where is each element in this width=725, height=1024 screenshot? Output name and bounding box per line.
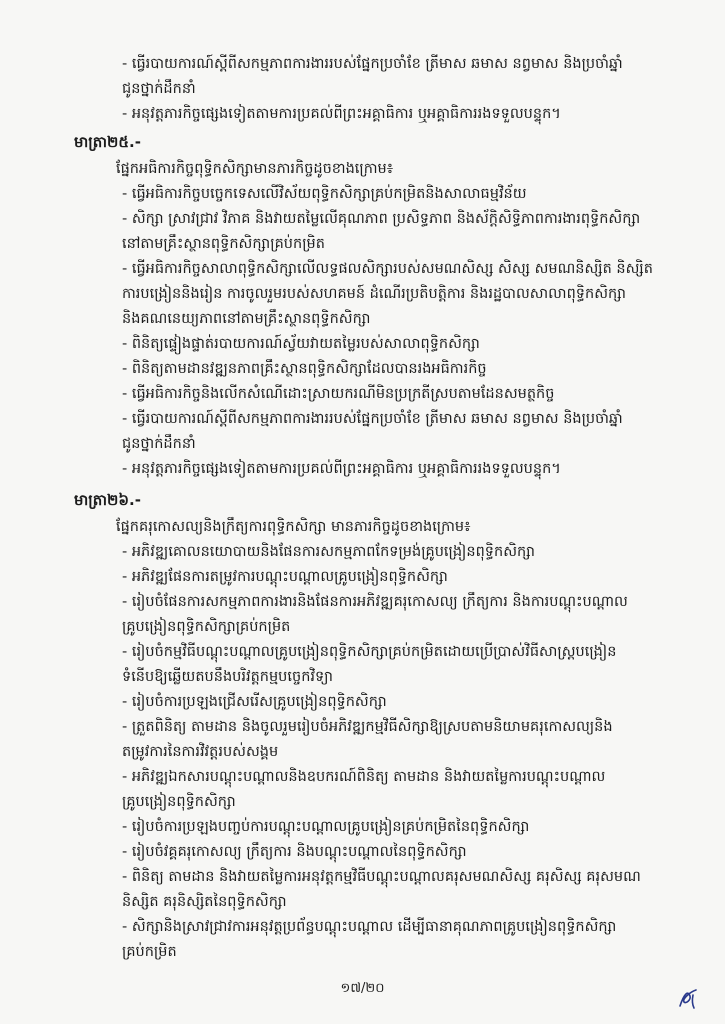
article-26-list-item: - ត្រួតពិនិត្យ តាមដាន និងចូលរួមរៀបចំអភិវឌ្ឍកម្មវិធីសិក្សាឱ្យស្របតាមនិយាមគរុកោសល្យនិង [122,719,613,735]
article-26-list-item: - អភិវឌ្ឍផែនការតម្រូវការបណ្ដុះបណ្ដាលគ្រូបង្រៀនពុទ្ធិកសិក្សា [122,569,448,585]
previous-list-item-continued: ជូនថ្នាក់ដឹកនាំ [122,81,196,97]
article-26-heading: មាត្រា២៦.- [74,491,141,509]
article-25-list-item-continued: ការបង្រៀននិងរៀន ការចូលរួមរបស់សហគមន៍ ដំណើរប្រតិបត្តិការ និងរដ្ឋបាលសាលាពុទ្ធិកសិក្សា [122,286,626,302]
article-25-intro: ផ្នែកអធិការកិច្ចពុទ្ធិកសិក្សាមានភារកិច្ចដូចខាងក្រោម៖ [116,161,394,177]
article-25-list-item-continued: និងគណនេយ្យភាពនៅតាមគ្រឹះស្ថានពុទ្ធិកសិក្សា [122,311,371,327]
article-26-list-item: - រៀបចំការប្រឡងជ្រើសរើសគ្រូបង្រៀនពុទ្ធិកសិក្សា [122,694,387,710]
article-25-list-item-continued: នៅតាមគ្រឹះស្ថានពុទ្ធិកសិក្សាគ្រប់កម្រិត [122,236,325,252]
article-26-list-item: - អភិវឌ្ឍឯកសារបណ្ដុះបណ្ដាលនិងឧបករណ៍ពិនិត្យ តាមដាន និងវាយតម្លៃការបណ្ដុះបណ្ដាល [122,769,606,785]
article-25-list-item: - ធ្វើអធិការកិច្ចសាលាពុទ្ធិកសិក្សាលើលទ្ធផលសិក្សារបស់សមណសិស្ស សិស្ស សមណនិស្សិត និស្សិត [122,261,653,277]
page-number: ១៧/២០ [340,981,385,996]
article-26-list-item-continued: តម្រូវការនៃការវិវត្តរបស់សង្គម [122,744,279,760]
article-26-list-item-continued: គ្រប់កម្រិត [122,944,177,960]
article-26-list-item-continued: និស្សិត គរុនិស្សិតនៃពុទ្ធិកសិក្សា [122,894,287,910]
article-25-heading: មាត្រា២៥.- [74,133,141,151]
previous-list-item: - អនុវត្តភារកិច្ចផ្សេងទៀតតាមការប្រគល់ពីព្រះអគ្គាធិការ ឬអគ្គាធិការរងទទួលបន្ទុក។ [122,106,561,122]
article-26-list-item: - រៀបចំការប្រឡងបញ្ចប់ការបណ្ដុះបណ្ដាលគ្រូបង្រៀនគ្រប់កម្រិតនៃពុទ្ធិកសិក្សា [122,819,530,835]
article-25-list-item: - ធ្វើរបាយការណ៍ស្ដីពីសកម្មភាពការងាររបស់ផ្នែកប្រចាំខែ ត្រីមាស ឆមាស នព្វមាស និងប្រចាំឆ្នាំ [122,411,623,427]
article-26-list-item: - រៀបចំវគ្គគរុកោសល្យ ក្រឹត្យការ និងបណ្ដុះបណ្ដាលនៃពុទ្ធិកសិក្សា [122,844,467,860]
article-25-list-item: - សិក្សា ស្រាវជ្រាវ វិភាគ និងវាយតម្លៃលើគុណភាព ប្រសិទ្ធភាព និងស័ក្ដិសិទ្ធិភាពការងារពុទ្ធិកសិក្សា [122,211,641,227]
handwritten-initial-icon [676,986,704,1012]
article-25-list-item-continued: ជូនថ្នាក់ដឹកនាំ [122,436,196,452]
article-26-list-item-continued: គ្រូបង្រៀនពុទ្ធិកសិក្សាគ្រប់កម្រិត [122,619,291,635]
article-26-list-item-continued: ទំនើបឱ្យឆ្លើយតបនឹងបរិវត្តកម្មបច្ចេកវិទ្យា [122,669,333,685]
article-26-list-item: - អភិវឌ្ឍគោលនយោបាយនិងផែនការសកម្មភាពកែទម្រង់គ្រូបង្រៀនពុទ្ធិកសិក្សា [122,544,535,560]
article-26-list-item: - ពិនិត្យ តាមដាន និងវាយតម្លៃការអនុវត្តកម្មវិធីបណ្ដុះបណ្ដាលគរុសមណសិស្ស គរុសិស្ស គរុសមណ [122,869,641,885]
article-25-list-item: - អនុវត្តភារកិច្ចផ្សេងទៀតតាមការប្រគល់ពីព្រះអគ្គាធិការ ឬអគ្គាធិការរងទទួលបន្ទុក។ [122,461,561,477]
document-body [0,52,725,965]
article-25-list-item: - ធ្វើអធិការកិច្ចនិងលើកសំណើដោះស្រាយករណីមិនប្រក្រតីស្របតាមដែនសមត្ថកិច្ច [122,386,555,402]
article-26-list-item-continued: គ្រូបង្រៀនពុទ្ធិកសិក្សា [122,794,236,810]
article-25-list-item: - ធ្វើអធិការកិច្ចបច្ចេកទេសលើវិស័យពុទ្ធិកសិក្សាគ្រប់កម្រិតនិងសាលាធម្មវិន័យ [122,186,527,202]
article-25-list-item: - ពិនិត្យតាមដានវឌ្ឍនភាពគ្រឹះស្ថានពុទ្ធិកសិក្សាដែលបានរងអធិការកិច្ច [122,361,487,377]
article-26-list-item: - សិក្សានិងស្រាវជ្រាវការអនុវត្តប្រព័ន្ធបណ្ដុះបណ្ដាល ដើម្បីធានាគុណភាពគ្រូបង្រៀនពុទ្ធិកសិក្សា [122,919,617,935]
article-26-list-item: - រៀបចំផែនការសកម្មភាពការងារនិងផែនការអភិវឌ្ឍគរុកោសល្យ ក្រឹត្យការ និងការបណ្ដុះបណ្ដាល [122,594,628,610]
article-25-list-item: - ពិនិត្យផ្ទៀងផ្ទាត់របាយការណ៍ស្វ័យវាយតម្លៃរបស់សាលាពុទ្ធិកសិក្សា [122,336,480,352]
article-26-intro: ផ្នែកគរុកោសល្យនិងក្រឹត្យការពុទ្ធិកសិក្សា មានភារកិច្ចដូចខាងក្រោម៖ [116,519,471,535]
article-26-list-item: - រៀបចំកម្មវិធីបណ្ដុះបណ្ដាលគ្រូបង្រៀនពុទ្ធិកសិក្សាគ្រប់កម្រិតដោយប្រើប្រាស់វិធីសាស្រ្តបង្រៀន [122,644,617,660]
previous-list-item: - ធ្វើរបាយការណ៍ស្ដីពីសកម្មភាពការងាររបស់ផ្នែកប្រចាំខែ ត្រីមាស ឆមាស នព្វមាស និងប្រចាំឆ្នាំ [122,56,623,72]
